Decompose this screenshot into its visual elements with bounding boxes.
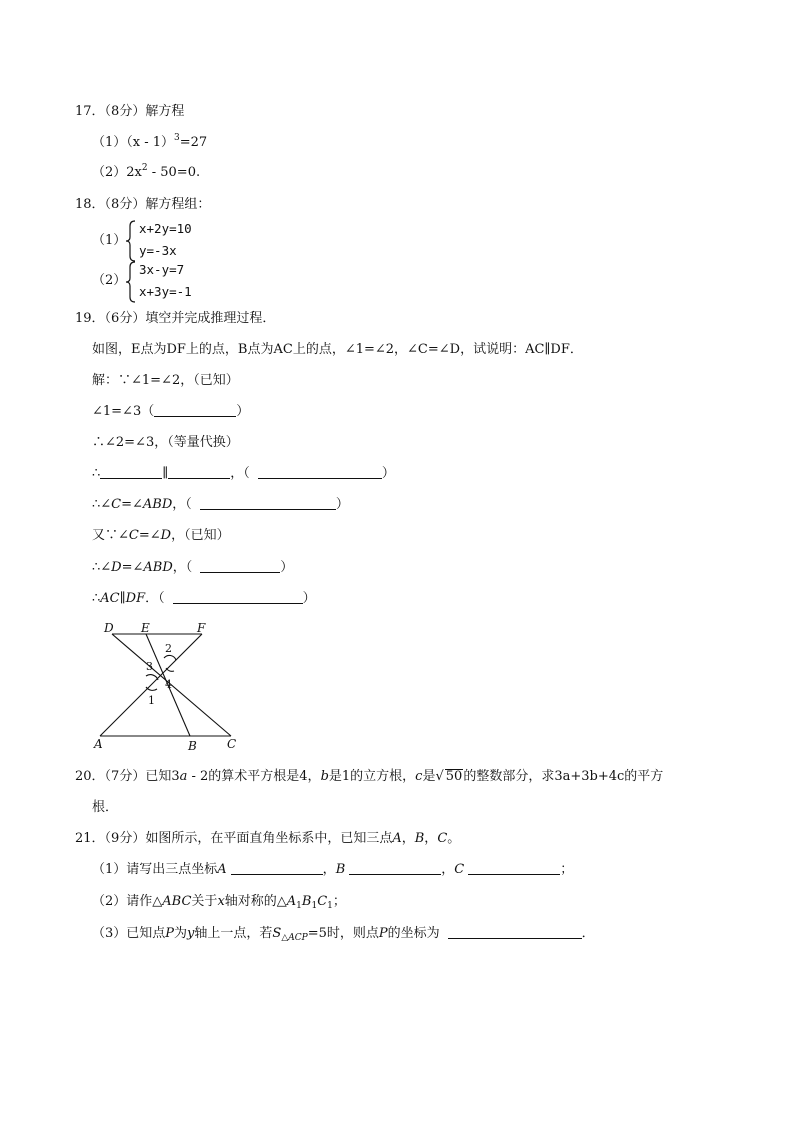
q21-p3-sub: △ACP [281, 933, 308, 943]
q19-step6-C: C [128, 528, 139, 543]
q19-step4-therefore: ∴ [92, 466, 101, 481]
q21-p2-A1: A [286, 894, 297, 909]
q20-t5: 的整数部分，求3a+3b+4c的平方 [463, 769, 664, 784]
q21-head-A: A [392, 831, 402, 846]
q21-p3-t2: 为 [174, 926, 188, 941]
q19-step8 [92, 591, 316, 607]
q19-step6-t1: 又∵∠ [92, 528, 129, 543]
label-A: A [94, 737, 103, 751]
q19-step7-t2: =∠ [121, 560, 144, 575]
q19-step7-ABD: ABD [143, 560, 173, 575]
q19-step5-close: ） [335, 497, 349, 512]
q19-step2-close: ） [236, 404, 250, 419]
q21-head-text: 21．（9分）如图所示，在平面直角坐标系中，已知三点 [75, 831, 393, 846]
q20-t3: 是1的立方根， [328, 769, 416, 784]
q19-step7-t3: ，（ [172, 560, 193, 575]
q19-geometry-figure [88, 618, 248, 754]
q21-p2-sub3: 1 [327, 901, 333, 911]
q21-p3-P2: P [378, 926, 388, 941]
q21-p2-t1: （2）请作△ [92, 894, 163, 909]
q21-p3-t4: =5时，则点 [307, 926, 379, 941]
q18-part2-brace [125, 261, 137, 303]
q21-p3-t3: 轴上一点，若 [194, 926, 273, 941]
q19-blank-5[interactable] [200, 497, 336, 510]
q17-part2 [92, 165, 200, 181]
q21-p2-ABC: ABC [162, 894, 192, 909]
q19-step4-sep: ，（ [230, 466, 250, 481]
q17-part1-rhs: =27 [179, 135, 208, 150]
label-angle-3: 3 [146, 660, 153, 673]
q21-p3-y: y [187, 926, 195, 941]
q18-part2-label: （2） [92, 273, 127, 288]
q21-p2-sub1: 1 [296, 901, 302, 911]
q19-step7 [92, 560, 293, 576]
q19-statement: 如图，E点为DF上的点，B点为AC上的点，∠1=∠2，∠C=∠D，试说明：AC∥DF． [92, 342, 583, 357]
q18-part1-brace [125, 220, 137, 262]
q21-p2-C1: C [317, 894, 328, 909]
label-angle-1: 1 [148, 694, 155, 707]
q19-step2 [92, 404, 249, 420]
q21-p3-P: P [165, 926, 175, 941]
q21-blank-C[interactable] [468, 862, 560, 875]
angle-1-arc [146, 687, 157, 690]
q21-p1-end: ； [560, 862, 574, 877]
label-B: B [188, 739, 197, 753]
q20-t1: 20．（7分）已知3 [75, 769, 180, 784]
q19-heading: 19．（6分）填空并完成推理过程． [75, 311, 276, 326]
q19-step5-t1: ∴∠ [92, 497, 112, 512]
q19-step4 [92, 466, 395, 482]
q20-var-a: a [179, 769, 188, 784]
q21-head-sep1: ， [401, 831, 415, 846]
q21-blank-B[interactable] [349, 862, 441, 875]
q19-step4-parallel: ∥ [162, 466, 169, 481]
q21-p2-x: x [217, 894, 225, 909]
q21-head-sep2: ， [424, 831, 438, 846]
q18-part1-system [139, 218, 192, 262]
q19-step7-t1: ∴∠ [92, 560, 112, 575]
q19-step3: ∴∠2=∠3，（等量代换） [92, 435, 239, 450]
q19-step4-close: ） [381, 466, 395, 481]
q21-blank-A[interactable] [231, 862, 323, 875]
q21-blank-P[interactable] [448, 926, 582, 939]
q19-step8-DF: DF [125, 591, 146, 606]
q21-part2 [92, 894, 346, 910]
q19-step2-text: ∠1=∠3（ [92, 404, 155, 419]
q18-part1-eq2: y=-3x [139, 243, 177, 258]
q17-part2-text: （2）2x [92, 165, 142, 180]
q18-part1-label: （1） [92, 233, 127, 248]
label-angle-4: 4 [165, 678, 172, 691]
q21-p1-sep2: ， [441, 862, 455, 877]
q21-p1-text: （1）请写出三点坐标 [92, 862, 218, 877]
q19-blank-2[interactable] [100, 466, 162, 479]
q21-p2-B1: B [301, 894, 312, 909]
q17-part1 [92, 135, 207, 151]
q19-blank-6[interactable] [200, 560, 280, 573]
q20-var-b: b [320, 769, 329, 784]
label-C: C [227, 737, 237, 751]
q19-step8-parallel: ∥ [119, 591, 126, 606]
q17-part2-exponent: 2 [141, 163, 148, 173]
q19-step7-close: ） [280, 560, 294, 575]
q19-blank-7[interactable] [173, 591, 303, 604]
label-E: E [141, 621, 150, 635]
q18-part1-eq1: x+2y=10 [139, 221, 192, 236]
q21-part1 [92, 862, 573, 878]
q20-t2: - 2的算术平方根是4， [187, 769, 321, 784]
q19-step5-t2: =∠ [121, 497, 143, 512]
q20-t4: 是 [422, 769, 436, 784]
q19-blank-4[interactable] [258, 466, 382, 479]
q19-blank-1[interactable] [154, 404, 236, 417]
label-angle-2: 2 [165, 642, 172, 655]
q18-part2-eq2: x+3y=-1 [139, 284, 192, 299]
q21-head-end: 。 [447, 831, 461, 846]
q19-step7-D: D [111, 560, 122, 575]
q19-step8-AC: AC [100, 591, 120, 606]
q21-p1-A: A [217, 862, 227, 877]
label-D: D [104, 621, 114, 635]
q21-p1-B: B [335, 862, 346, 877]
q21-p2-end: ； [332, 894, 346, 909]
q20-line2: 根． [92, 800, 119, 815]
q21-heading [75, 831, 460, 847]
q19-step5 [92, 497, 349, 513]
q19-step5-t3: ，（ [172, 497, 192, 512]
q19-step5-ABD: ABD [142, 497, 173, 512]
q19-step8-t2: ．（ [145, 591, 165, 606]
q17-part1-text: （1）（x - 1） [92, 135, 175, 150]
q19-blank-3[interactable] [168, 466, 230, 479]
q21-p2-sub2: 1 [311, 901, 318, 911]
q19-step6 [92, 528, 230, 544]
sqrt-icon: √ [435, 769, 444, 784]
q19-step1: 解：∵∠1=∠2，（已知） [92, 373, 239, 388]
q18-part2-system [139, 259, 192, 303]
q21-p3-t5: 的坐标为 [387, 926, 440, 941]
q20-radicand: 50 [445, 769, 463, 784]
q19-step6-D: D [160, 528, 172, 543]
angle-2-arc [164, 655, 176, 660]
q19-step6-t2: =∠ [138, 528, 161, 543]
q21-head-B: B [414, 831, 425, 846]
q21-p1-C: C [454, 862, 465, 877]
q20-line1 [75, 769, 663, 785]
q21-p3-end: ． [581, 926, 595, 941]
q21-p1-sep1: ， [322, 862, 336, 877]
label-F: F [197, 621, 206, 635]
q21-p3-S: S [272, 926, 282, 941]
q21-part3 [92, 926, 595, 942]
q20-var-c: c [415, 769, 423, 784]
q21-p3-t1: （3）已知点 [92, 926, 166, 941]
q17-part1-exponent: 3 [174, 133, 180, 143]
q21-p2-t2: 关于 [191, 894, 218, 909]
q19-step6-t3: ，（已知） [171, 528, 230, 543]
q21-head-C: C [437, 831, 448, 846]
segment-AF [100, 634, 202, 736]
q18-heading: 18．（8分）解方程组： [75, 197, 211, 212]
q19-step8-t1: ∴ [92, 591, 101, 606]
q19-step8-close: ） [302, 591, 316, 606]
q21-p2-t3: 轴对称的△ [224, 894, 287, 909]
q19-step5-C: C [111, 497, 122, 512]
q17-heading: 17．（8分）解方程 [75, 104, 185, 119]
q17-part2-rhs: - 50=0. [147, 165, 201, 180]
q18-part2-eq1: 3x-y=7 [139, 262, 185, 277]
